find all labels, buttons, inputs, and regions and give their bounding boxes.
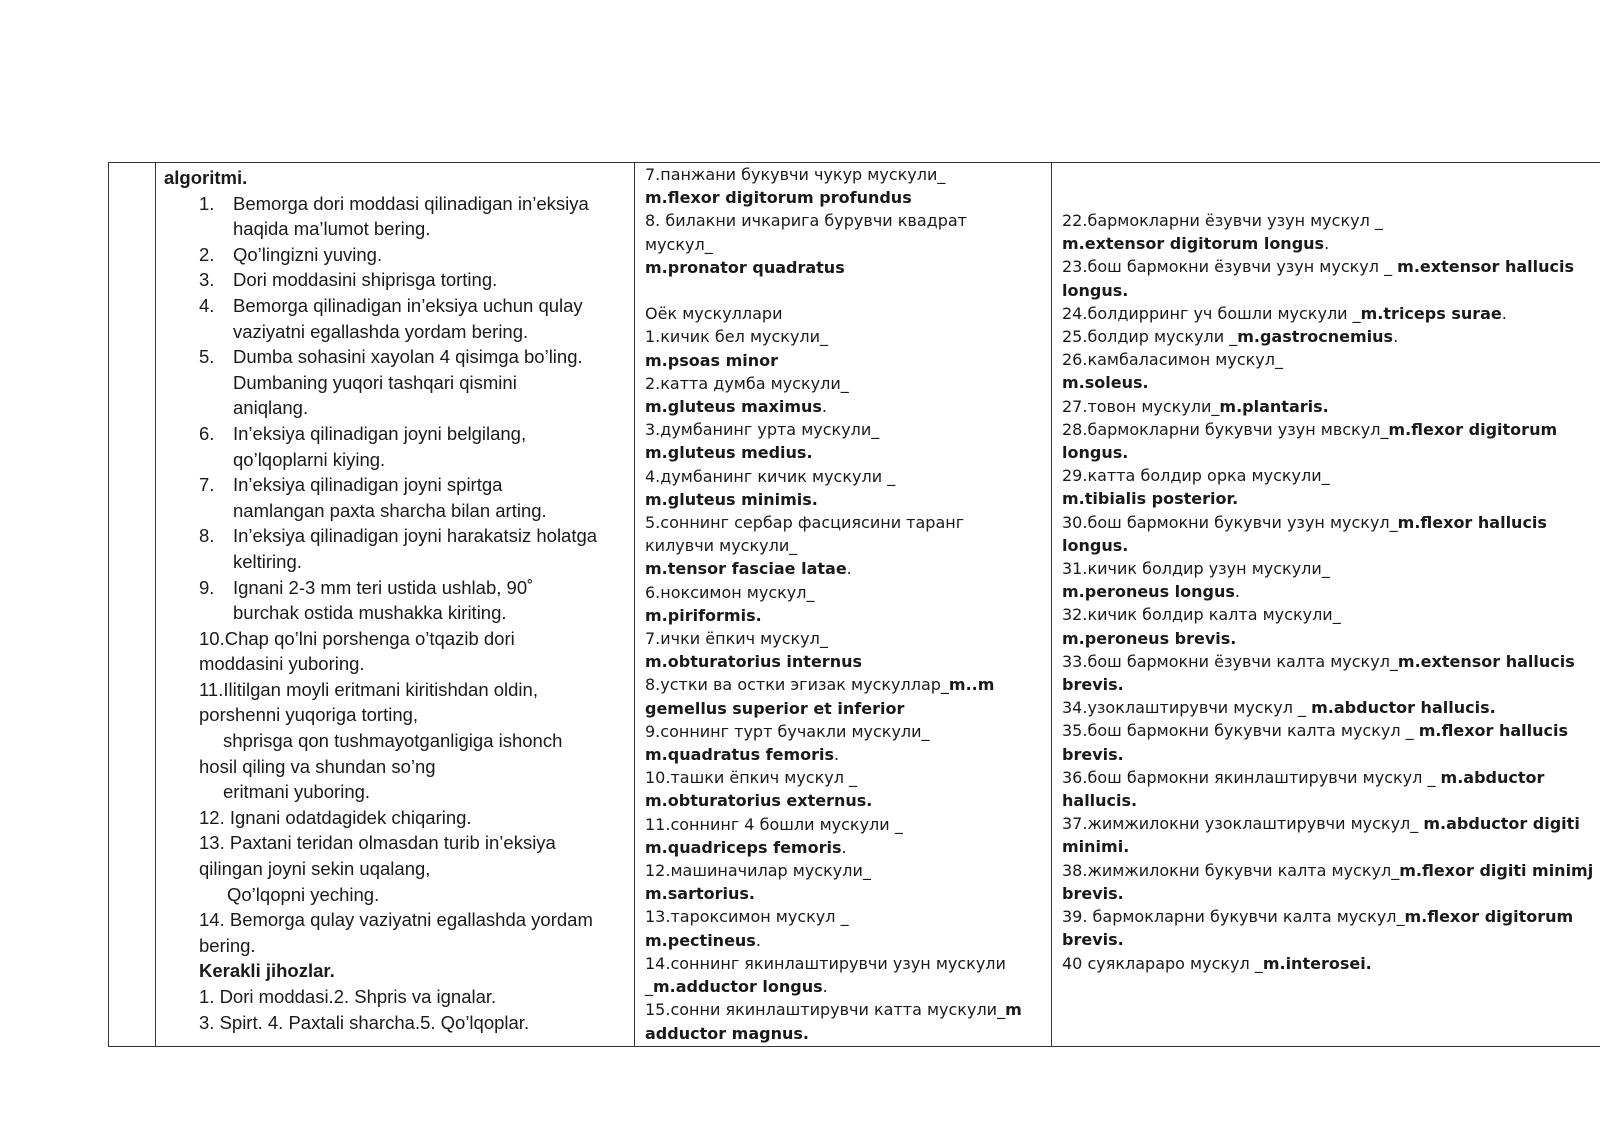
list-item: 10.ташки ёпкич мускул _ m.obturatorius externus. bbox=[645, 768, 873, 811]
list-item: 15.сонни якинлаштирувчи катта мускули_m adductor magnus. bbox=[645, 1000, 1022, 1043]
list-item: 12.машиначилар мускули_ m.sartorius. bbox=[645, 861, 871, 904]
list-item: 30.бош бармокни букувчи узун мускул_m.flexor hallucis longus. bbox=[1062, 512, 1547, 555]
empty-left-cell bbox=[109, 163, 156, 1047]
list-item: 11.соннинг 4 бошли мускули _ m.quadriceps femoris. bbox=[645, 814, 903, 857]
list-item: 4. Bemorga qilinadigan in’eksiya uchun qulay vaziyatni egallashda yordam bering. bbox=[199, 294, 583, 342]
list-item: 2. Qo’lingizni yuving. bbox=[199, 243, 383, 265]
list-item: 39. бармокларни букувчи калта мускул_m.flexor digitorum brevis. bbox=[1062, 907, 1574, 950]
content-table bbox=[108, 162, 1600, 1047]
list-item: 8. In’eksiya qilinadigan joyni harakatsiz holatga keltiring. bbox=[199, 525, 598, 572]
step-13: 13. Paxtani teridan olmasdan turib in’eksiya qilingan joyni sekin uqalang, Qo’lqopni yeching. bbox=[199, 832, 556, 905]
list-item: 35.бош бармокни букувчи калта мускул _ m.flexor hallucis brevis. bbox=[1062, 721, 1569, 764]
list-item: 5.соннинг сербар фасциясини таранг килувчи мускули_ m.tensor fasciae latae. bbox=[645, 513, 965, 579]
list-item: 36.бош бармокни якинлаштирувчи мускул _ m.abductor hallucis. bbox=[1062, 767, 1545, 811]
steps-list bbox=[164, 191, 630, 626]
list-item: 14.соннинг якинлаштирувчи узун мускули _m.adductor longus. bbox=[645, 953, 1006, 997]
muscles-cell-right bbox=[1052, 163, 1600, 1047]
list-item: 7. In’eksiya qilinadigan joyni spirtga namlangan paxta sharcha bilan arting. bbox=[199, 474, 547, 521]
equipment-list-1: 1. Dori moddasi.2. Shpris va ignalar. bbox=[199, 986, 497, 1007]
list-item: 6. In’eksiya qilinadigan joyni belgilang, qo’lqoplarni kiying. bbox=[199, 422, 527, 470]
list-item: 5. Dumba sohasini xayolan 4 qisimga bo’ling. Dumbaning yuqori tashqari qismini aniqlang. bbox=[199, 346, 583, 419]
list-item: 3.думбанинг урта мускули_ m.gluteus medius. bbox=[645, 420, 880, 463]
step-14: 14. Bemorga qulay vaziyatni egallashda yordam bering. bbox=[199, 909, 593, 956]
list-item: 31.кичик болдир узун мускули_ m.peroneus longus. bbox=[1062, 559, 1330, 602]
step-10: 10.Chap qo’lni porshenga o’tqazib dori moddasini yuboring. bbox=[199, 627, 515, 675]
list-item: 40 суякларaро мускул _m.interosei. bbox=[1062, 953, 1372, 973]
muscles-cell-middle bbox=[635, 163, 1052, 1047]
list-item: 37.жимжилокни узоклаштирувчи мускул_ m.abductor digiti minimi. bbox=[1062, 814, 1580, 857]
list-item: 34.узоклаштирувчи мускул _ m.abductor hallucis. bbox=[1062, 698, 1496, 718]
equipment-list-2: 3. Spirt. 4. Paxtali sharcha.5. Qo’lqoplar. bbox=[199, 1011, 530, 1033]
section-title: Оёк мускуллари bbox=[645, 304, 783, 324]
list-item: 27.товон мускули_m.plantaris. bbox=[1062, 396, 1329, 416]
list-item: 13.тароксимон мускул _ m.pectineus. bbox=[645, 907, 849, 950]
list-item: 28.бармокларни букувчи узун мвскул_m.flexor digitorum longus. bbox=[1062, 419, 1558, 463]
list-item: 7.ички ёпкич мускул_ m.obturatorius internus bbox=[645, 629, 862, 672]
list-item: 33.бош бармокни ёзувчи калта мускул_m.extensor hallucis brevis. bbox=[1062, 651, 1575, 695]
algorithm-cell bbox=[156, 163, 635, 1047]
list-item: 8. билакни ичкарига бурувчи квадрат мускул_ m.pronator quadratus bbox=[645, 211, 967, 277]
list-item: 23.бош бармокни ёзувчи узун мускул _ m.extensor hallucis longus. bbox=[1062, 257, 1574, 300]
list-item: 2.катта думба мускули_ m.gluteus maximus. bbox=[645, 373, 849, 417]
equipment-heading: Kerakli jihozlar. bbox=[199, 960, 335, 982]
list-item: 1. Bemorga dori moddasi qilinadigan in’eksiya haqida ma’lumot bering. bbox=[199, 192, 589, 240]
list-item: 22.бармокларни ёзувчи узун мускул _ m.extensor digitorum longus. bbox=[1062, 211, 1383, 254]
list-item: 9.соннинг турт бучакли мускули_ m.quadratus femoris. bbox=[645, 721, 930, 765]
step-11: 11.Ilitilgan moyli eritmani kiritishdan oldin, porshenni yuqoriga torting, shprisga qon tushmayotganligiga ishonch hosil qiling va shundan so’ng eritmani yuboring. bbox=[199, 678, 563, 803]
list-item: 25.болдир мускули _m.gastrocnemius. bbox=[1062, 327, 1399, 347]
list-item: 29.катта болдир орка мускули_ m.tibialis posterior. bbox=[1062, 466, 1330, 509]
list-item: 8.устки ва остки эгизак мускуллар_m..m gemellus superior et inferior bbox=[645, 675, 995, 718]
list-item: 38.жимжилокни букувчи калта мускул_m.flexor digiti minimj brevis. bbox=[1062, 860, 1594, 903]
list-item: 6.ноксимон мускул_ m.piriformis. bbox=[645, 582, 815, 625]
list-item: 9. Ignani 2-3 mm teri ustida ushlab, 90˚ burchak ostida mushakka kiriting. bbox=[199, 576, 534, 624]
list-item: 1.кичик бел мускули_ m.psoas minor bbox=[645, 327, 829, 370]
list-item: 3. Dori moddasini shiprisga torting. bbox=[199, 269, 498, 291]
step-12: 12. Ignani odatdagidek chiqaring. bbox=[199, 806, 472, 828]
list-item: 4.думбанинг кичик мускули _ m.gluteus minimis. bbox=[645, 466, 896, 509]
list-item: 24.болдирринг уч бошли мускули _m.triceps surae. bbox=[1062, 303, 1507, 323]
algorithm-heading: algoritmi. bbox=[164, 167, 248, 188]
list-item: 32.кичик болдир калта мускули_ m.peroneus brevis. bbox=[1062, 605, 1341, 648]
list-item: 26.камбаласимон мускул_ m.soleus. bbox=[1062, 350, 1283, 393]
list-item: 7.панжани букувчи чукур мускули_ m.flexor digitorum profundus bbox=[645, 165, 946, 208]
